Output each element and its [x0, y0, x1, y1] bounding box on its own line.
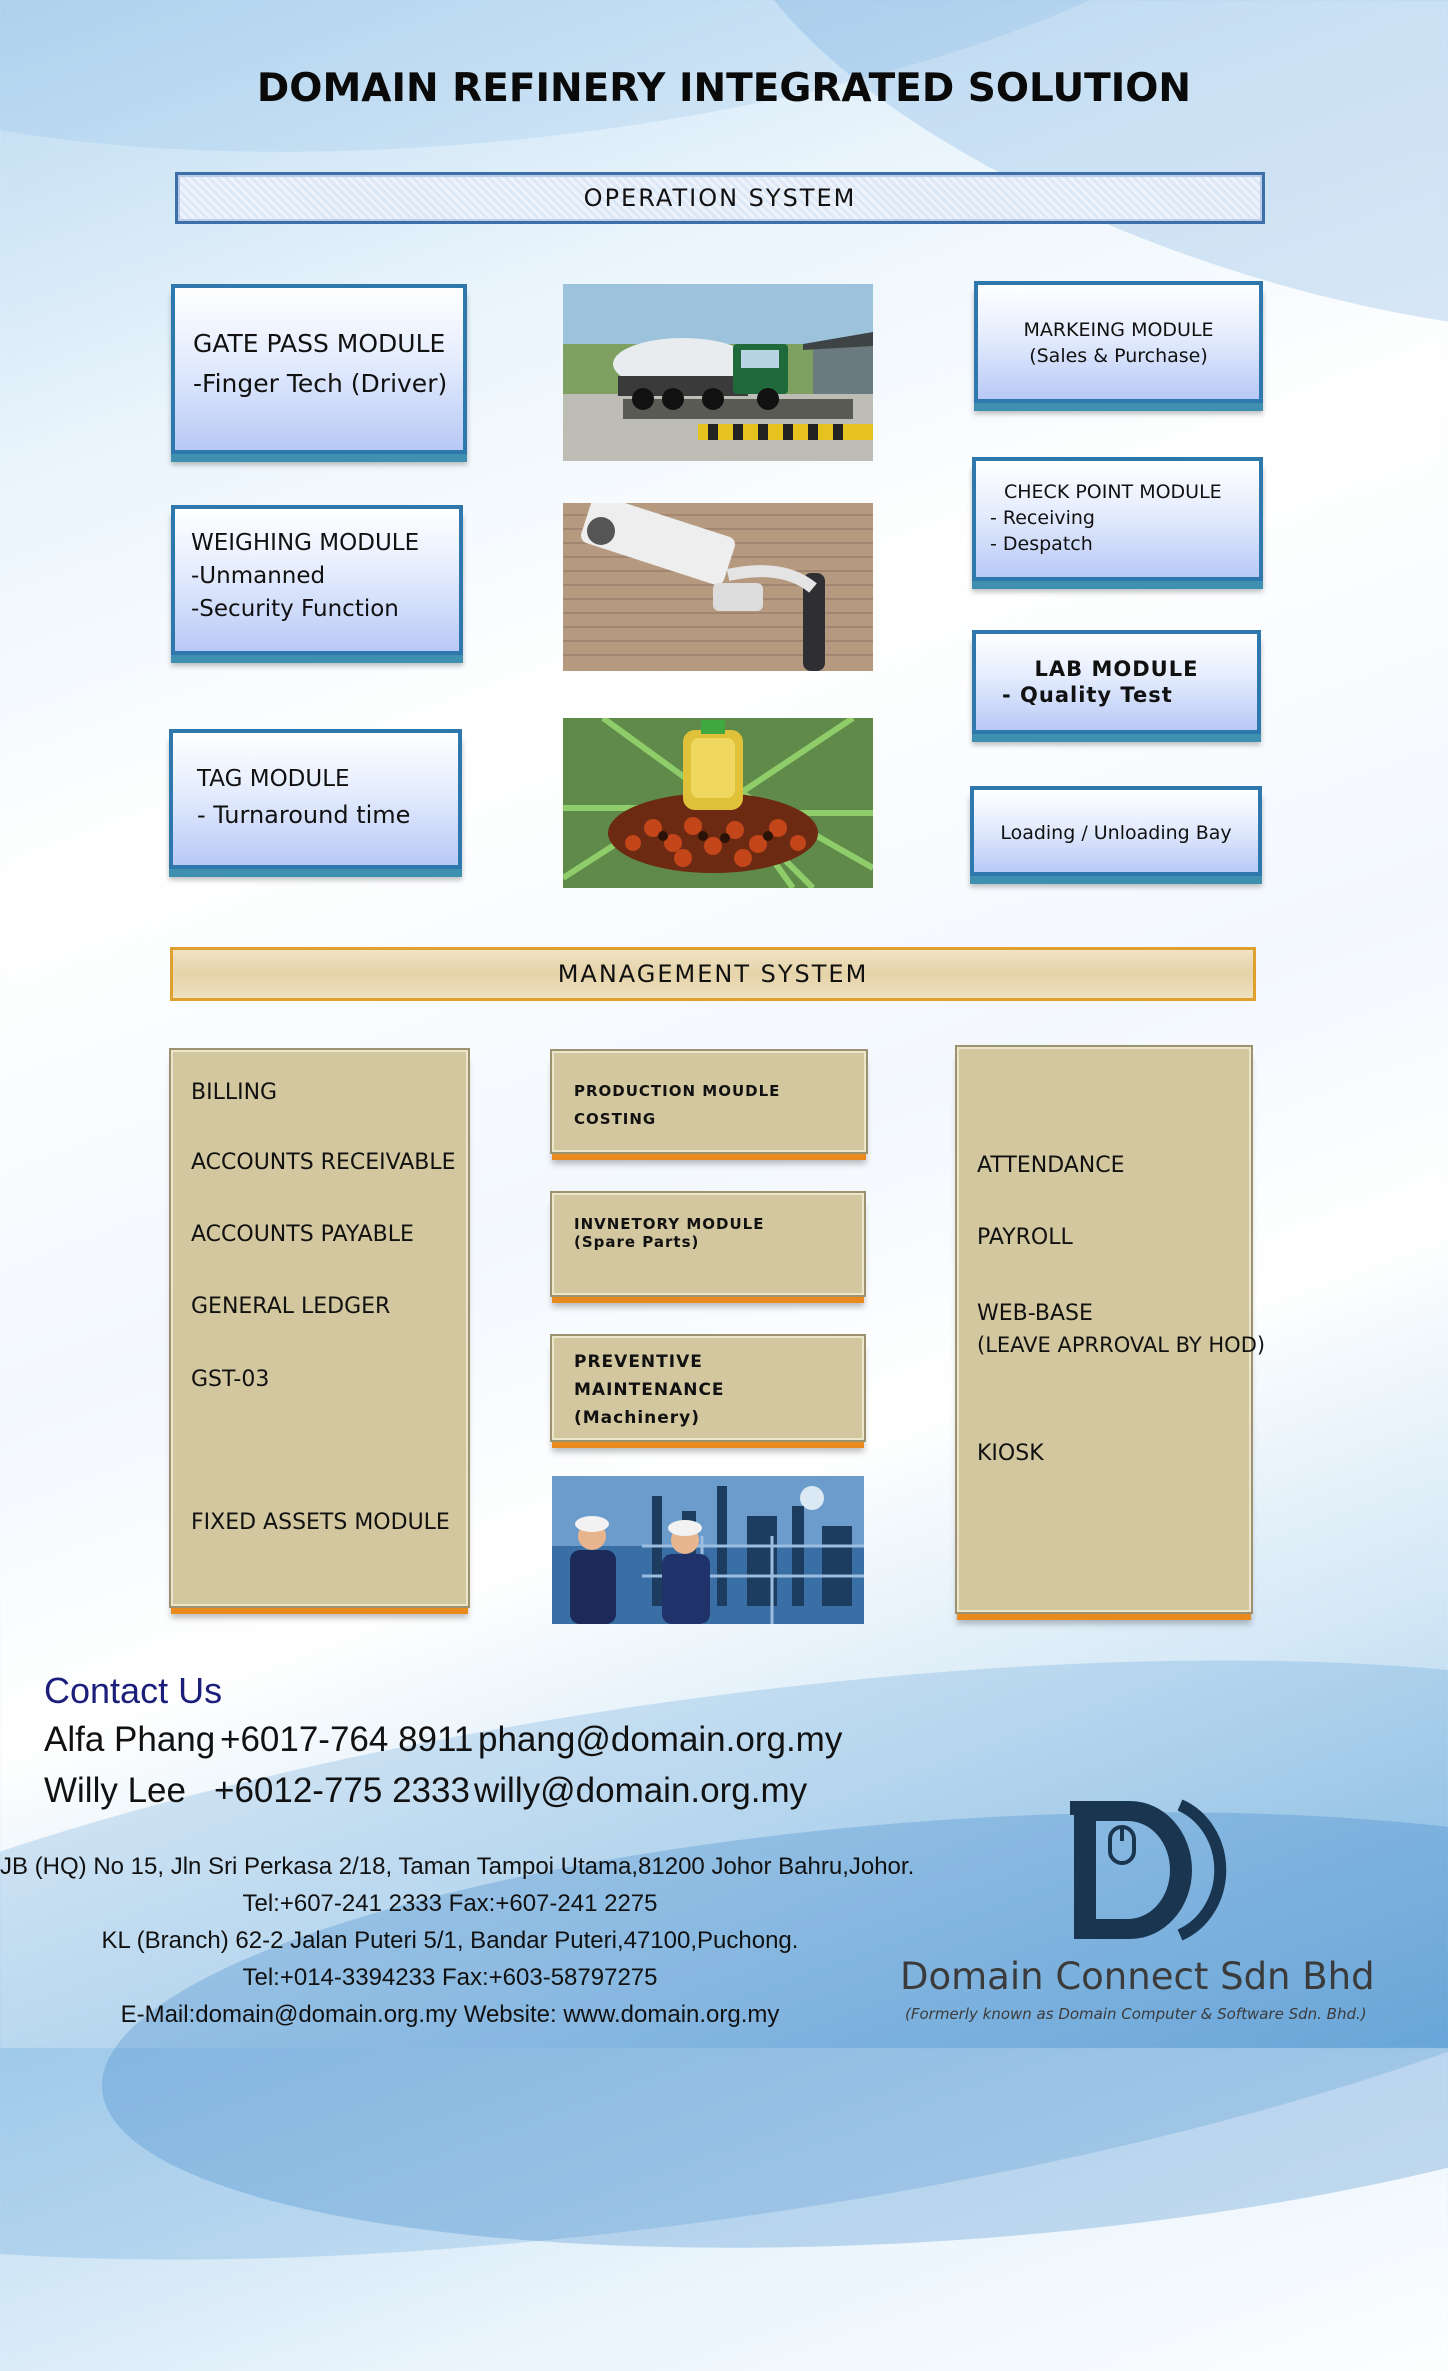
- truck-weighbridge-photo: [563, 284, 873, 461]
- module-title: CHECK POINT MODULE: [1004, 481, 1222, 503]
- inventory-module-box: [552, 1193, 864, 1295]
- module-detail: -Finger Tech (Driver): [193, 369, 448, 398]
- production-module-box: [552, 1051, 866, 1152]
- refinery-workers-photo: [552, 1476, 864, 1624]
- module-detail: -Security Function: [191, 596, 399, 622]
- marketing-module-box: [974, 281, 1263, 403]
- contact-email[interactable]: willy@domain.org.my: [474, 1771, 808, 1810]
- list-item: PAYROLL: [977, 1225, 1073, 1250]
- email-website[interactable]: E-Mail:domain@domain.org.my Website: www.domain.org.my: [120, 2001, 780, 2028]
- module-detail: COSTING: [574, 1110, 657, 1128]
- lab-module-box: [972, 630, 1261, 734]
- module-detail: - Despatch: [990, 533, 1093, 555]
- cctv-camera-photo: [563, 503, 873, 671]
- module-title: TAG MODULE: [197, 766, 350, 792]
- weighing-module-box: [171, 505, 463, 655]
- list-item: FIXED ASSETS MODULE: [191, 1510, 450, 1535]
- module-title: LAB MODULE: [1034, 657, 1199, 681]
- domain-logo-icon: [1060, 1795, 1250, 1945]
- module-detail: (Machinery): [574, 1408, 701, 1428]
- module-detail: - Quality Test: [1002, 683, 1173, 707]
- list-item: BILLING: [191, 1080, 278, 1105]
- module-title: MARKEING MODULE: [1023, 319, 1214, 341]
- management-system-header: MANAGEMENT SYSTEM: [170, 947, 1256, 1001]
- list-item: (LEAVE APRROVAL BY HOD): [977, 1333, 1266, 1357]
- list-item: GENERAL LEDGER: [191, 1294, 391, 1319]
- hq-address: JB (HQ) No 15, Jln Sri Perkasa 2/18, Taman Tampoi Utama,81200 Johor Bahru,Johor.: [0, 1853, 915, 1880]
- module-detail: -Unmanned: [191, 563, 326, 589]
- list-item: KIOSK: [977, 1441, 1044, 1466]
- operation-system-header: OPERATION SYSTEM: [175, 172, 1265, 224]
- list-item: ACCOUNTS RECEIVABLE: [191, 1150, 456, 1175]
- gate-pass-module-box: [171, 284, 467, 454]
- module-title: WEIGHING MODULE: [191, 530, 420, 556]
- module-title: Loading / Unloading Bay: [1000, 822, 1232, 844]
- module-title: PREVENTIVE: [574, 1352, 703, 1372]
- list-item: ATTENDANCE: [977, 1153, 1125, 1178]
- palm-oil-photo: [563, 718, 873, 888]
- loading-unloading-bay-box: [970, 786, 1262, 876]
- list-item: ACCOUNTS PAYABLE: [191, 1222, 414, 1247]
- module-title: PRODUCTION MOUDLE: [574, 1082, 781, 1100]
- module-detail: - Turnaround time: [197, 801, 411, 829]
- preventive-maintenance-box: [552, 1336, 864, 1440]
- contact-name: Alfa Phang: [44, 1720, 216, 1759]
- hr-modules-box: [957, 1047, 1266, 1612]
- check-point-module-box: [972, 457, 1263, 581]
- list-item: GST-03: [191, 1367, 270, 1392]
- contact-phone: +6017-764 8911: [220, 1720, 474, 1759]
- contact-email[interactable]: phang@domain.org.my: [478, 1720, 843, 1759]
- module-detail: (Sales & Purchase): [1029, 345, 1208, 367]
- tag-module-box: [169, 729, 462, 869]
- contact-row: [44, 1720, 904, 1764]
- module-title: MAINTENANCE: [574, 1380, 725, 1400]
- hq-tel-fax: Tel:+607-241 2333 Fax:+607-241 2275: [242, 1890, 658, 1917]
- contact-row: [44, 1771, 904, 1815]
- contact-name: Willy Lee: [44, 1771, 186, 1810]
- company-former-name: (Formerly known as Domain Computer & Software Sdn. Bhd.): [905, 2005, 1367, 2023]
- branch-tel-fax: Tel:+014-3394233 Fax:+603-58797275: [242, 1964, 658, 1991]
- module-title: INVNETORY MODULE: [574, 1215, 765, 1233]
- module-detail: - Receiving: [990, 507, 1095, 529]
- module-title: GATE PASS MODULE: [193, 329, 446, 358]
- page-title: DOMAIN REFINERY INTEGRATED SOLUTION: [256, 66, 1192, 111]
- finance-modules-box: [171, 1050, 468, 1606]
- branch-address: KL (Branch) 62-2 Jalan Puteri 5/1, Bandar Puteri,47100,Puchong.: [101, 1927, 799, 1954]
- company-name: Domain Connect Sdn Bhd: [900, 1955, 1375, 1998]
- module-detail: (Spare Parts): [574, 1233, 700, 1251]
- contact-phone: +6012-775 2333: [214, 1771, 470, 1810]
- list-item: WEB-BASE: [977, 1301, 1093, 1326]
- contact-heading: Contact Us: [44, 1670, 223, 1711]
